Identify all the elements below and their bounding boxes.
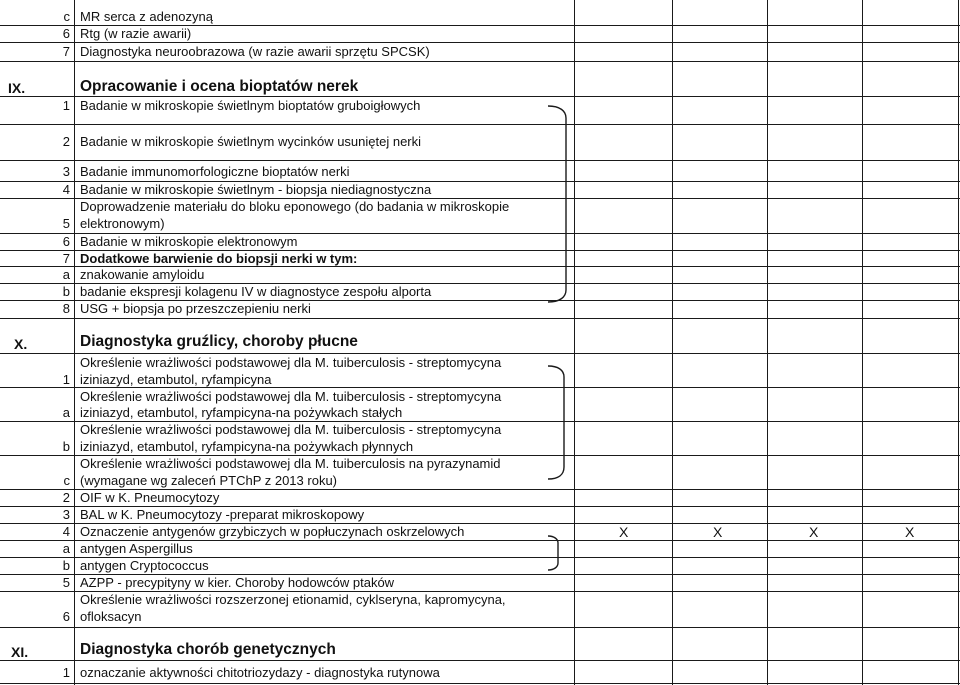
section-number: IX. (8, 80, 26, 96)
row-number: 6 (62, 234, 70, 249)
row-number: 5 (62, 216, 70, 231)
row-text: Oznaczenie antygenów grzybiczych w popłuczynach oskrzelowych (80, 524, 465, 539)
row-text: iziniazyd, etambutol, ryfampicyna-na pożywkach stałych (80, 405, 403, 420)
row-number: 2 (62, 134, 70, 149)
row-number: 8 (62, 301, 70, 316)
row-text: OIF w K. Pneumocytozy (80, 490, 220, 505)
row-text: ofloksacyn (80, 609, 142, 624)
row-text: MR serca z adenozyną (80, 9, 213, 24)
row-number: 7 (62, 251, 70, 266)
row-number: a (62, 405, 70, 420)
row-text: Określenie wrażliwości podstawowej dla M. tuiberculosis na pyrazynamid (80, 456, 501, 471)
row-number: a (62, 541, 70, 556)
row-number: b (62, 439, 70, 454)
section-number: XI. (11, 644, 29, 660)
row-text: Doprowadzenie materiału do bloku eponowego (do badania w mikroskopie (80, 199, 510, 214)
row-text: BAL w K. Pneumocytozy -preparat mikroskopowy (80, 507, 365, 522)
section-title: Diagnostyka chorób genetycznych (80, 641, 336, 658)
row-text: elektronowym) (80, 216, 165, 231)
row-text: znakowanie amyloidu (80, 267, 205, 282)
row-number: 1 (62, 372, 70, 387)
row-number: b (62, 284, 70, 299)
row-text: Diagnostyka neuroobrazowa (w razie awarii sprzętu SPCSK) (80, 44, 430, 59)
row-text: USG + biopsja po przeszczepieniu nerki (80, 301, 311, 316)
row-text: Badanie w mikroskopie świetlnym wycinków usuniętej nerki (80, 134, 422, 149)
mark-x: X (713, 524, 723, 540)
mark-x: X (619, 524, 629, 540)
row-number: 7 (62, 44, 70, 59)
row-text: oznaczanie aktywności chitotriozydazy - diagnostyka rutynowa (80, 665, 440, 680)
section-title: Diagnostyka gruźlicy, choroby płucne (80, 333, 358, 350)
section-title: Opracowanie i ocena bioptatów nerek (80, 78, 359, 95)
row-number: b (62, 558, 70, 573)
row-number: 6 (62, 609, 70, 624)
row-number: c (63, 9, 70, 24)
row-number: 6 (62, 26, 70, 41)
row-text: (wymagane wg zaleceń PTChP z 2013 roku) (80, 473, 337, 488)
row-text: AZPP - precypityny w kier. Choroby hodowców ptaków (80, 575, 395, 590)
row-text: Badanie w mikroskopie świetlnym - biopsja niediagnostyczna (80, 182, 432, 197)
row-text: antygen Aspergillus (80, 541, 193, 556)
row-number: 4 (62, 182, 70, 197)
row-text: iziniazyd, etambutol, ryfampicyna-na pożywkach płynnych (80, 439, 414, 454)
row-number: 2 (62, 490, 70, 505)
row-number: a (62, 267, 70, 282)
row-text: antygen Cryptococcus (80, 558, 209, 573)
mark-x: X (905, 524, 915, 540)
mark-x: X (809, 524, 819, 540)
row-text: Dodatkowe barwienie do biopsji nerki w tym: (80, 251, 358, 266)
row-number: 3 (62, 507, 70, 522)
row-text: Badanie w mikroskopie elektronowym (80, 234, 298, 249)
row-text: Określenie wrażliwości podstawowej dla M. tuiberculosis - streptomycyna (80, 422, 502, 437)
row-text: iziniazyd, etambutol, ryfampicyna (80, 372, 272, 387)
row-text: badanie ekspresji kolagenu IV w diagnostyce zespołu alporta (80, 284, 432, 299)
row-text: Badanie immunomorfologiczne bioptatów nerki (80, 164, 350, 179)
row-number: c (63, 473, 70, 488)
row-text: Określenie wrażliwości podstawowej dla M. tuiberculosis - streptomycyna (80, 355, 502, 370)
row-number: 5 (62, 575, 70, 590)
row-number: 1 (62, 665, 70, 680)
section-number: X. (14, 336, 28, 352)
row-text: Określenie wrażliwości rozszerzonej etionamid, cyklseryna, kapromycyna, (80, 592, 506, 607)
row-number: 1 (62, 98, 70, 113)
row-text: Badanie w mikroskopie świetlnym bioptatów gruboigłowych (80, 98, 421, 113)
row-number: 3 (62, 164, 70, 179)
row-text: Rtg (w razie awarii) (80, 26, 192, 41)
row-text: Określenie wrażliwości podstawowej dla M. tuiberculosis - streptomycyna (80, 389, 502, 404)
row-number: 4 (62, 524, 70, 539)
